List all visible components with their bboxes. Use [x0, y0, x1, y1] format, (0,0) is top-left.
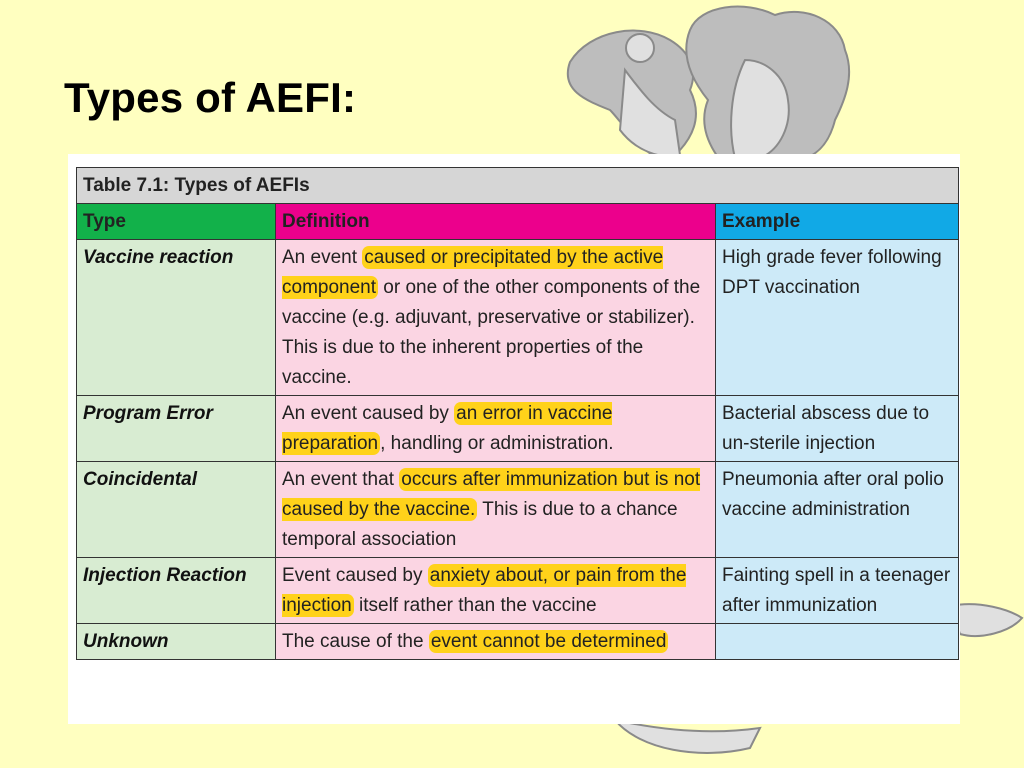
table-caption-row — [77, 168, 959, 204]
definition-text: An event — [282, 247, 363, 268]
highlighted-text: an error in vaccine preparation — [282, 403, 613, 454]
definition-cell — [276, 462, 716, 558]
type-cell: Unknown — [77, 624, 276, 660]
table-caption: Table 7.1: Types of AEFIs — [77, 168, 959, 204]
definition-text: or one of the other components of the vaccine (e.g. adjuvant, preservative or stabilizer). This is due to the inherent properties of the vaccine. — [282, 277, 701, 388]
example-cell: Fainting spell in a teenager after immunization — [716, 558, 959, 624]
definition-cell — [276, 624, 716, 660]
header-type: Type — [77, 204, 276, 240]
definition-text: An event caused by — [282, 403, 455, 424]
table-row — [77, 396, 959, 462]
highlighted-text: event cannot be determined — [430, 631, 667, 652]
type-cell: Coincidental — [77, 462, 276, 558]
highlighted-text: anxiety about, or pain from the injection — [282, 565, 687, 616]
example-cell: Pneumonia after oral polio vaccine administration — [716, 462, 959, 558]
type-cell: Injection Reaction — [77, 558, 276, 624]
example-cell: High grade fever following DPT vaccination — [716, 240, 959, 396]
table-frame — [68, 154, 960, 724]
aefi-types-table — [76, 167, 959, 660]
definition-text: This is due to a chance temporal association — [282, 499, 678, 550]
table-row — [77, 462, 959, 558]
definition-text: , handling or administration. — [380, 433, 614, 454]
highlighted-text: caused or precipitated by the active component — [282, 247, 664, 298]
definition-text: The cause of the — [282, 631, 429, 652]
definition-text: itself rather than the vaccine — [353, 595, 597, 616]
table-row — [77, 240, 959, 396]
definition-text: An event that — [282, 469, 400, 490]
table-row — [77, 624, 959, 660]
type-cell: Vaccine reaction — [77, 240, 276, 396]
definition-cell — [276, 558, 716, 624]
header-definition: Definition — [276, 204, 716, 240]
table-header-row — [77, 204, 959, 240]
highlighted-text: occurs after immunization but is not caused by the vaccine. — [282, 469, 701, 520]
example-cell: Bacterial abscess due to un-sterile injection — [716, 396, 959, 462]
slide-title: Types of AEFI: — [64, 74, 357, 121]
header-example: Example — [716, 204, 959, 240]
example-cell — [716, 624, 959, 660]
table-row — [77, 558, 959, 624]
type-cell: Program Error — [77, 396, 276, 462]
definition-text: Event caused by — [282, 565, 428, 586]
definition-cell — [276, 396, 716, 462]
definition-cell — [276, 240, 716, 396]
